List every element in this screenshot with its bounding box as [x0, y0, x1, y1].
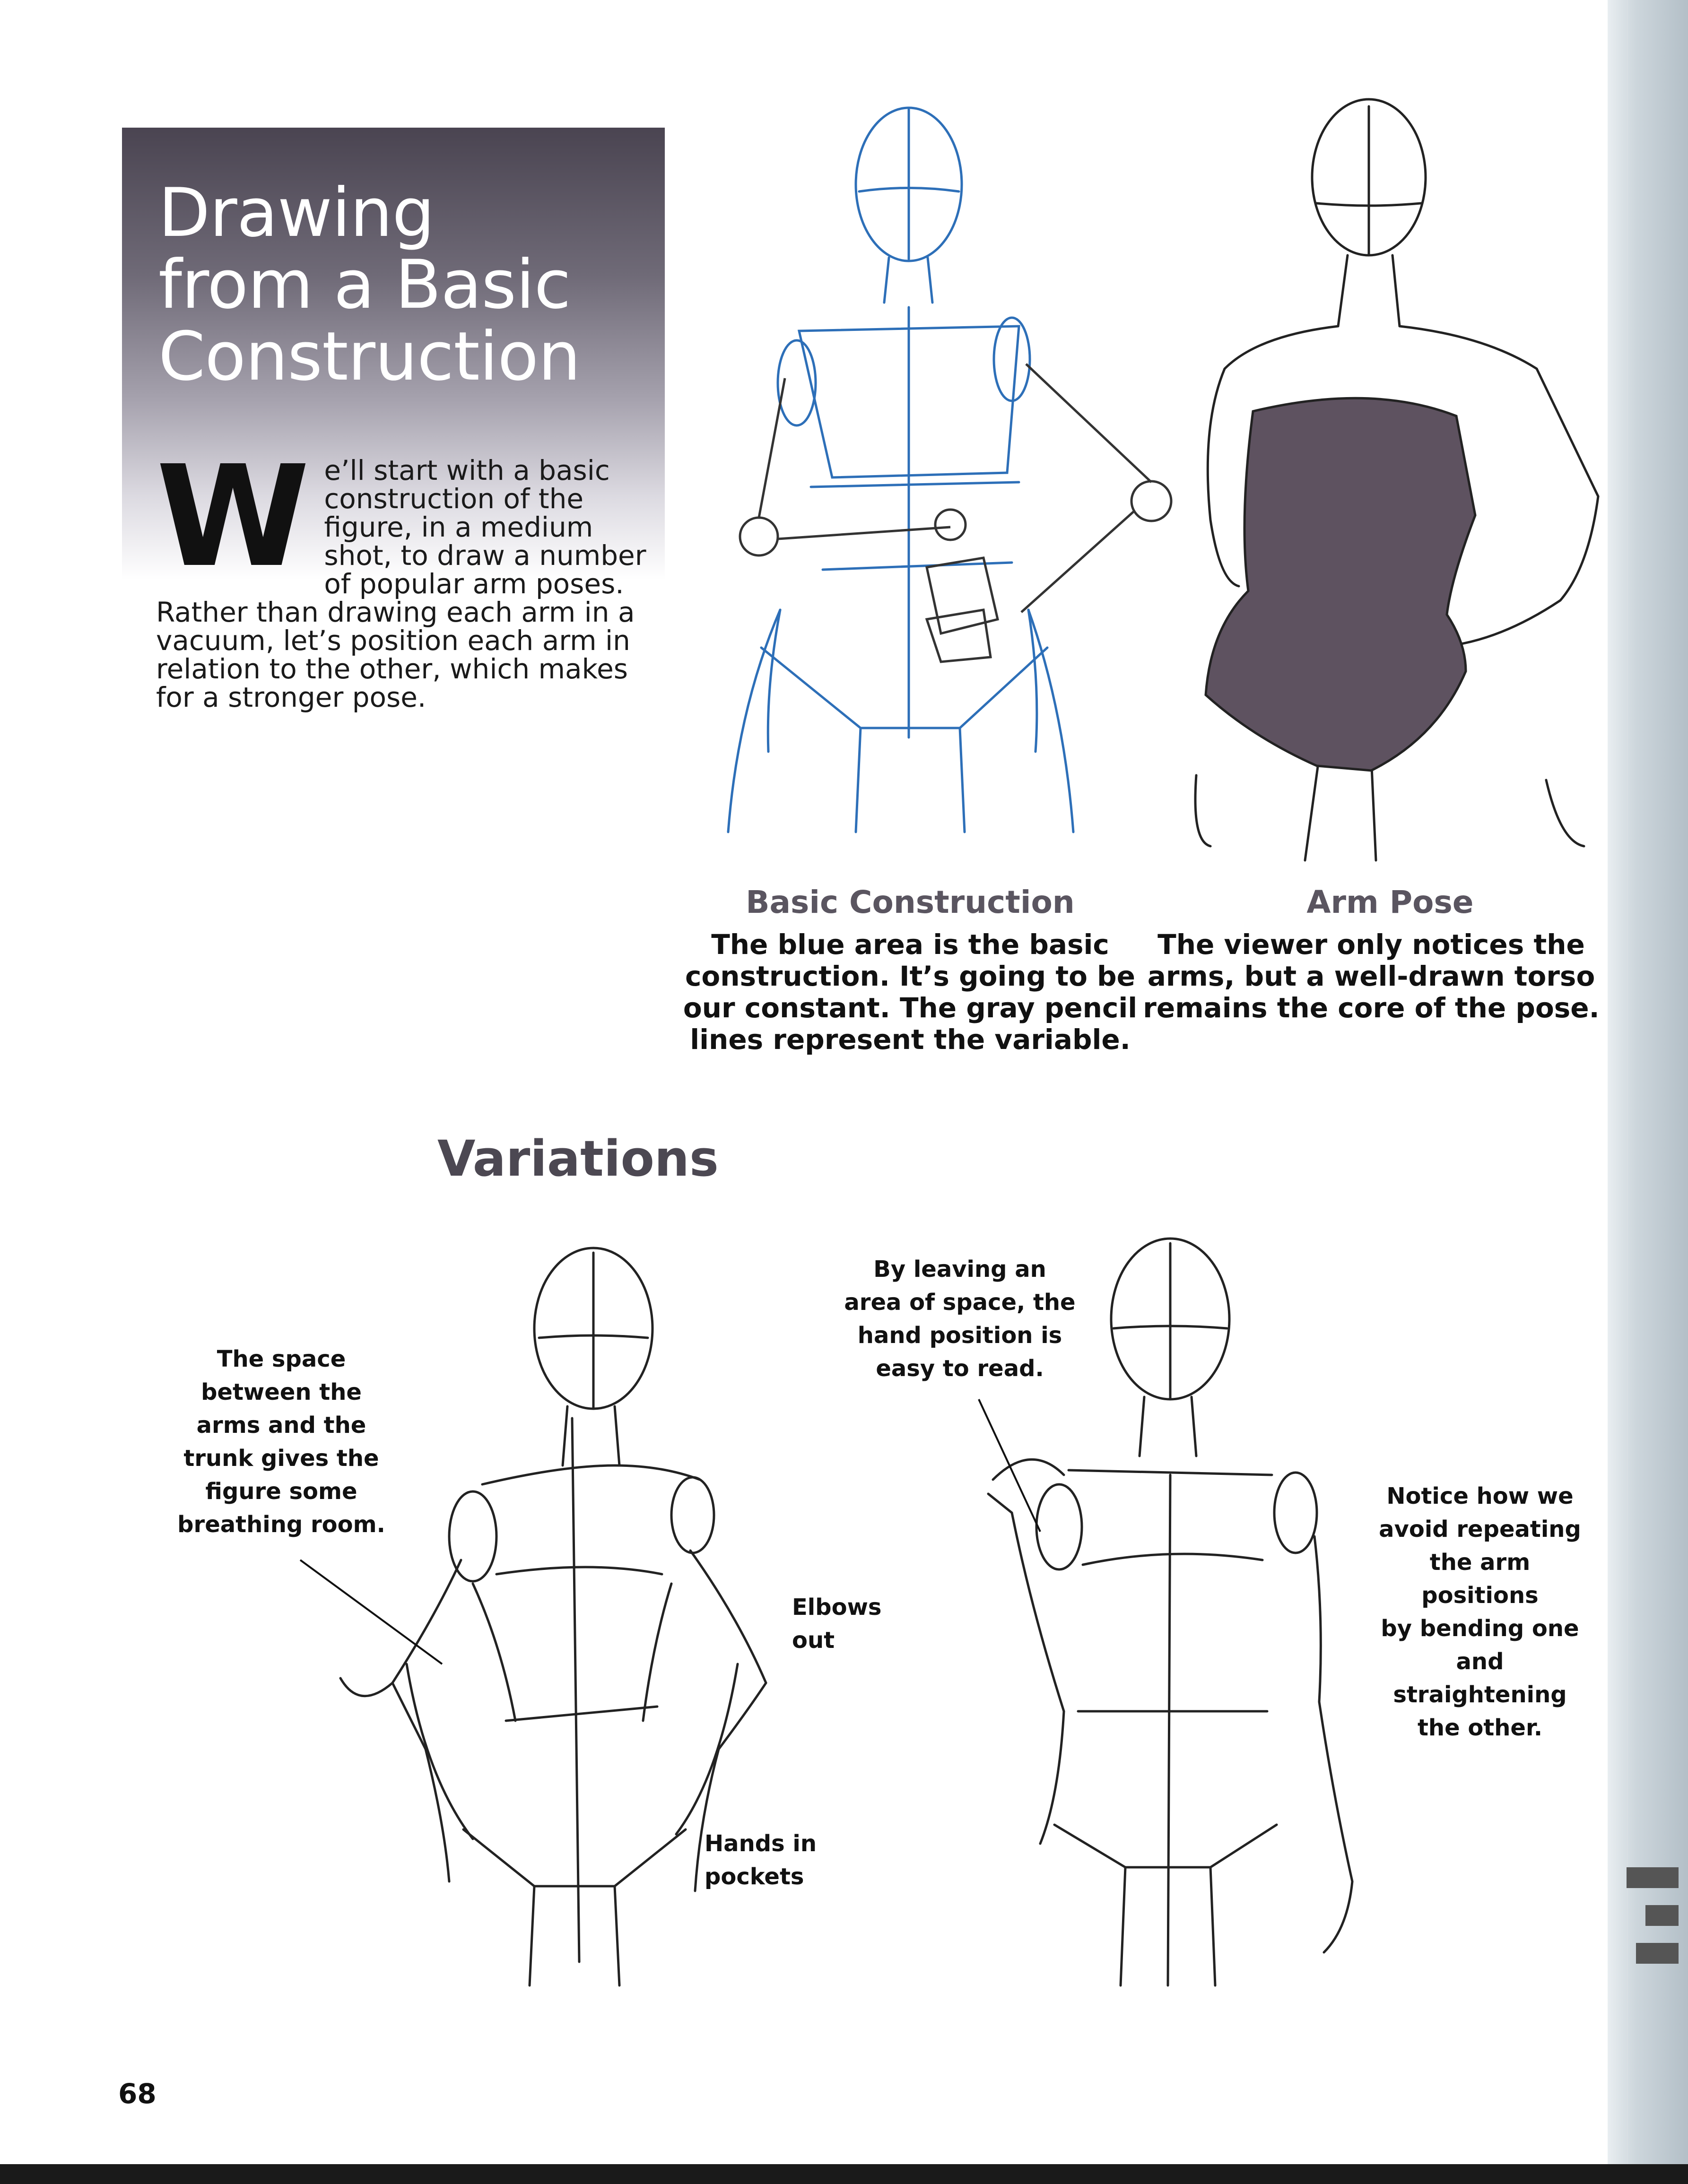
caption-body-basic-construction: [653, 929, 1168, 1056]
note-line: easy to read.: [876, 1355, 1044, 1382]
caption-line: The viewer only notices the: [1157, 928, 1585, 961]
note-line: breathing room.: [177, 1511, 385, 1538]
note-line: By leaving an: [873, 1256, 1046, 1283]
caption-body-arm-pose: [1135, 929, 1608, 1024]
note-line: Hands in: [705, 1830, 817, 1857]
callout-lines: [300, 1399, 1040, 1664]
variation-figure-left: [340, 1248, 766, 1985]
title-line: from a Basic: [158, 246, 571, 324]
arm-pose-torso: [1206, 398, 1475, 771]
caption-line: arms, but a well-drawn torso: [1147, 960, 1595, 992]
title-line: Drawing: [158, 174, 435, 252]
note-line: the other.: [1417, 1715, 1543, 1741]
caption-line: remains the core of the pose.: [1143, 992, 1600, 1024]
note-line: by bending one: [1381, 1615, 1579, 1642]
drop-cap: W: [156, 435, 310, 598]
caption-title-basic-construction: Basic Construction: [746, 884, 1075, 920]
note-line: hand position is: [857, 1322, 1062, 1349]
caption-title-arm-pose: Arm Pose: [1306, 884, 1474, 920]
note-line: and straightening: [1393, 1648, 1567, 1708]
note-elbows-out: [792, 1591, 915, 1657]
caption-line: The blue area is the basic: [711, 928, 1109, 961]
section-heading-variations: Variations: [437, 1130, 719, 1187]
title-line: Construction: [158, 318, 581, 396]
note-line: Notice how we: [1386, 1483, 1574, 1509]
note-line: arms and the: [196, 1412, 366, 1439]
note-arm-positions: [1371, 1480, 1589, 1744]
note-line: the arm positions: [1421, 1549, 1539, 1609]
note-line: The space: [217, 1346, 346, 1372]
note-line: trunk gives the: [183, 1445, 379, 1472]
caption-line: lines represent the variable.: [690, 1023, 1131, 1056]
note-line: figure some: [205, 1478, 357, 1505]
caption-line: our constant. The gray pencil: [683, 992, 1138, 1024]
intro-text: e’ll start with a basic construction of the figure, in a medium shot, to draw a number of popular arm poses. Rather than drawing each arm in a vacuum, let’s position each arm in relation to the other, which makes for a stronger pose.: [156, 454, 646, 713]
page-number: 68: [118, 2078, 157, 2110]
basic-construction-figure: [728, 108, 1073, 832]
note-line: Elbows: [792, 1594, 882, 1621]
note-hands-in-pockets: [705, 1827, 846, 1893]
caption-line: construction. It’s going to be: [685, 960, 1135, 992]
note-line: out: [792, 1627, 835, 1654]
basic-construction-arms: [740, 364, 1171, 662]
note-line: avoid repeating: [1379, 1516, 1581, 1543]
note-line: pockets: [705, 1863, 804, 1890]
note-leaving-space: [837, 1253, 1083, 1385]
note-line: between the: [201, 1379, 362, 1405]
note-breathing-room: [175, 1343, 388, 1541]
note-line: area of space, the: [844, 1289, 1076, 1316]
